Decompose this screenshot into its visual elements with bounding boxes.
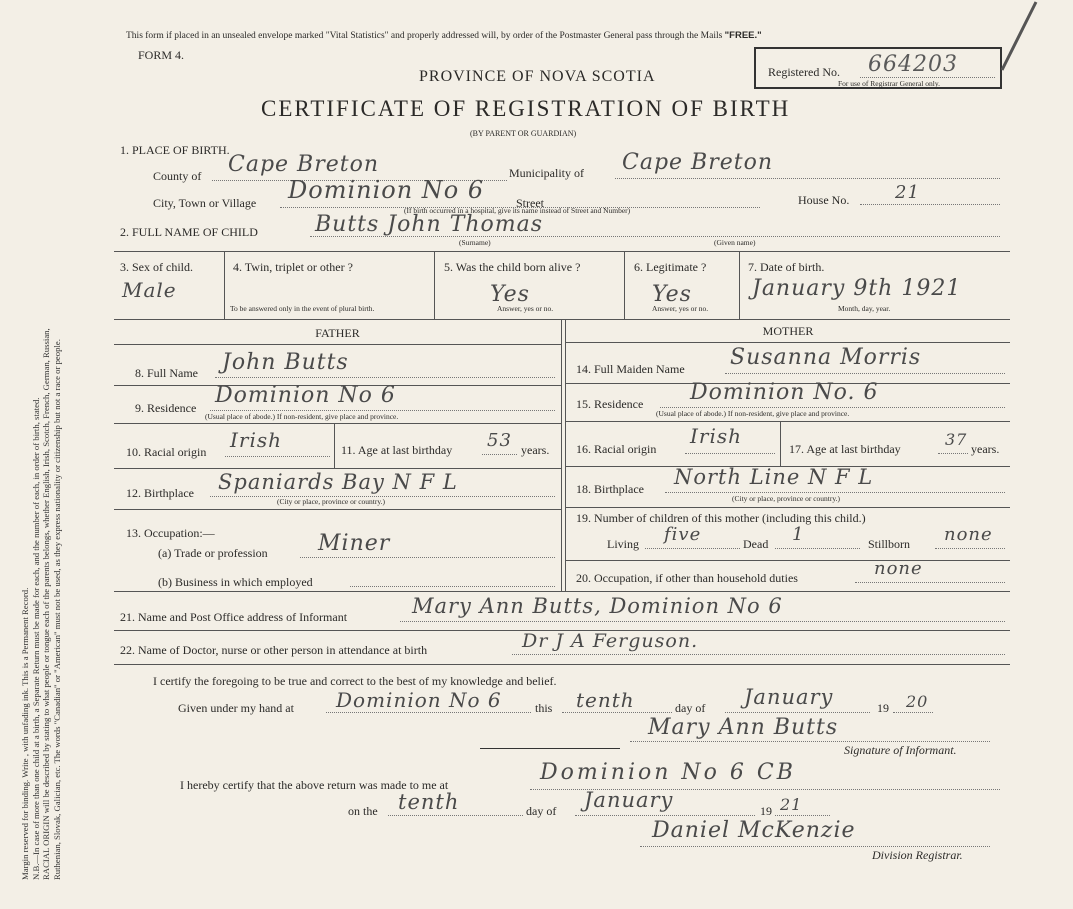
child-name-label: 2. FULL NAME OF CHILD xyxy=(120,225,258,239)
dob-note: Month, day, year. xyxy=(838,304,891,313)
day-of-label: day of xyxy=(675,701,706,715)
registrar-day-dots xyxy=(388,815,523,816)
mother-residence-label: 15. Residence xyxy=(576,397,644,411)
registrar-month: January xyxy=(584,788,674,812)
surname-note: (Surname) xyxy=(459,238,491,247)
given-place-dots xyxy=(326,712,531,713)
given-label: Given under my hand at xyxy=(178,701,294,715)
divider-4 xyxy=(739,252,740,319)
margin-line-1: Margin reserved for binding. Write , with unfading ink. This is a Permanent Record. xyxy=(20,587,30,880)
occupation-label: 13. Occupation:— xyxy=(126,526,215,540)
mother-birthplace-value: North Line N F L xyxy=(674,465,874,489)
mother-racial-dots xyxy=(685,453,775,454)
house-dots xyxy=(860,204,1000,205)
stillborn-dots xyxy=(935,548,1005,549)
registrar-sig-label: Division Registrar. xyxy=(872,848,963,862)
municipality-label: Municipality of xyxy=(509,166,584,180)
doctor-value: Dr J A Ferguson. xyxy=(522,630,699,652)
house-value: 21 xyxy=(895,182,920,203)
house-label: House No. xyxy=(798,193,850,207)
living-value: five xyxy=(664,524,702,545)
registrar-signature: Daniel McKenzie xyxy=(652,818,856,843)
mother-age-dots xyxy=(938,453,968,454)
father-residence-note: (Usual place of abode.) If non-resident, give place and province. xyxy=(205,412,399,421)
row-bottom-line xyxy=(114,319,1010,320)
province-title: PROVINCE OF NOVA SCOTIA xyxy=(419,68,656,85)
mother-occupation-value: none xyxy=(874,558,923,579)
street-label: Street xyxy=(516,196,544,210)
registrar-year-dots xyxy=(775,815,830,816)
doctor-bottom-line xyxy=(114,664,1010,665)
informant-sig-label: Signature of Informant. xyxy=(844,743,957,757)
municipality-dots xyxy=(615,178,1000,179)
business-label: (b) Business in which employed xyxy=(158,575,313,589)
mother-age-unit: years. xyxy=(971,442,1000,456)
father-name-value: John Butts xyxy=(222,350,349,375)
legitimate-value: Yes xyxy=(652,282,692,307)
stillborn-label: Stillborn xyxy=(868,537,911,551)
mother-residence-dots xyxy=(660,407,1005,408)
father-residence-dots xyxy=(210,410,555,411)
doctor-dots xyxy=(512,654,1005,655)
mother-racial-value: Irish xyxy=(690,424,743,448)
dob-label: 7. Date of birth. xyxy=(748,260,825,274)
business-dots xyxy=(350,586,555,587)
city-label: City, Town or Village xyxy=(153,196,257,210)
legitimate-label: 6. Legitimate ? xyxy=(634,260,707,274)
mother-row-line-4 xyxy=(566,507,1010,508)
father-age-unit: years. xyxy=(521,443,550,457)
informant-value: Mary Ann Butts, Dominion No 6 xyxy=(412,594,783,618)
trade-dots xyxy=(300,557,555,558)
mother-age-divider xyxy=(780,422,781,466)
mother-birthplace-note: (City or place, province or country.) xyxy=(732,494,841,503)
registered-number: 664203 xyxy=(868,52,958,77)
twin-label: 4. Twin, triplet or other ? xyxy=(233,260,353,274)
mother-heading: MOTHER xyxy=(762,324,814,338)
father-racial-value: Irish xyxy=(230,428,283,452)
given-year-prefix: 19 xyxy=(877,701,889,715)
father-name-label: 8. Full Name xyxy=(135,366,198,380)
registrar-text: I hereby certify that the above return was made to me at xyxy=(180,778,449,792)
street-note: (If birth occurred in a hospital, give its name instead of Street and Number) xyxy=(404,206,631,215)
given-name-note: (Given name) xyxy=(714,238,756,247)
father-age-divider xyxy=(334,424,335,468)
municipality-value: Cape Breton xyxy=(622,150,774,175)
doctor-label: 22. Name of Doctor, nurse or other person in attendance at birth xyxy=(120,643,428,657)
registrar-general-note: For use of Registrar General only. xyxy=(838,79,940,88)
column-divider-right xyxy=(565,319,566,591)
father-age-value: 53 xyxy=(487,430,512,451)
registrar-day: tenth xyxy=(398,790,460,814)
mother-row-line-5 xyxy=(566,560,1010,561)
certificate-title: CERTIFICATE OF REGISTRATION OF BIRTH xyxy=(261,96,791,121)
informant-signature: Mary Ann Butts xyxy=(648,715,839,740)
father-row-line-3 xyxy=(114,468,561,469)
trade-value: Miner xyxy=(318,531,391,556)
given-year: 20 xyxy=(906,692,929,711)
certify-text: I certify the foregoing to be true and correct to the best of my knowledge and belief. xyxy=(153,674,557,688)
trade-label: (a) Trade or profession xyxy=(158,546,268,560)
mother-name-dots xyxy=(725,373,1005,374)
father-name-dots xyxy=(215,377,555,378)
stillborn-value: none xyxy=(944,524,993,545)
father-age-label: 11. Age at last birthday xyxy=(341,443,453,457)
father-residence-value: Dominion No 6 xyxy=(215,383,396,408)
mother-row-line-2 xyxy=(566,421,1010,422)
city-value: Dominion No 6 xyxy=(288,176,485,204)
father-heading-line xyxy=(114,344,561,345)
dead-value: 1 xyxy=(792,524,805,545)
father-residence-label: 9. Residence xyxy=(135,401,197,415)
divider-2 xyxy=(434,252,435,319)
given-day: tenth xyxy=(576,688,635,712)
margin-line-2: N.B.—In case of more than one child at a birth, a Separate Return must be made for each, and the number of each, in order of birth, stated. xyxy=(30,397,41,880)
registrar-place: Dominion No 6 CB xyxy=(540,760,796,785)
registrar-year-prefix: 19 xyxy=(760,804,772,818)
place-of-birth-label: 1. PLACE OF BIRTH. xyxy=(120,143,230,157)
mother-racial-label: 16. Racial origin xyxy=(576,442,657,456)
mother-residence-note: (Usual place of abode.) If non-resident, give place and province. xyxy=(656,409,850,418)
informant-label: 21. Name and Post Office address of Informant xyxy=(120,610,348,624)
mother-residence-value: Dominion No. 6 xyxy=(690,380,879,405)
row-top-line xyxy=(114,251,1010,252)
divider-1 xyxy=(224,252,225,319)
twin-note: To be answered only in the event of plural birth. xyxy=(230,304,375,313)
father-row-line-4 xyxy=(114,509,561,510)
informant-sig-dots xyxy=(630,741,990,742)
given-day-dots xyxy=(562,712,672,713)
mail-free: "FREE." xyxy=(724,30,762,41)
mail-notice-text: This form if placed in an unsealed envelope marked "Vital Statistics" and properly addressed will, by order of the Postmaster General pass through the Mails xyxy=(126,31,723,41)
certificate-subtitle: (BY PARENT OR GUARDIAN) xyxy=(470,129,577,138)
legitimate-note: Answer, yes or no. xyxy=(652,304,709,313)
separator-line xyxy=(480,748,620,749)
alive-note: Answer, yes or no. xyxy=(497,304,554,313)
father-racial-dots xyxy=(225,456,330,457)
pen-mark-decoration xyxy=(998,0,1043,75)
mother-occupation-label: 20. Occupation, if other than household duties xyxy=(576,571,798,585)
margin-notes xyxy=(20,20,62,880)
registrar-day-of-label: day of xyxy=(526,804,557,818)
dead-dots xyxy=(775,548,860,549)
registered-dots xyxy=(860,77,995,78)
margin-line-3: RACIAL ORIGIN will be described by stating to what people or tongue each of the parents belongs, whether English, Irish, Scotch, French, German, Russian, xyxy=(41,328,51,880)
father-birthplace-value: Spaniards Bay N F L xyxy=(218,470,458,494)
child-name-dots xyxy=(310,236,1000,237)
mother-name-label: 14. Full Maiden Name xyxy=(576,362,685,376)
registered-label: Registered No. xyxy=(768,65,840,79)
informant-top-line xyxy=(114,591,1010,592)
registrar-year: 21 xyxy=(780,795,803,814)
given-year-dots xyxy=(893,712,933,713)
mother-birthplace-dots xyxy=(665,492,1005,493)
father-age-dots xyxy=(482,454,517,455)
children-label: 19. Number of children of this mother (including this child.) xyxy=(576,511,866,525)
mother-occupation-dots xyxy=(855,582,1005,583)
registrar-month-dots xyxy=(575,815,755,816)
sex-label: 3. Sex of child. xyxy=(120,260,193,274)
mother-heading-line xyxy=(566,342,1010,343)
this-label: this xyxy=(535,701,553,715)
informant-dots xyxy=(400,621,1005,622)
form-number: FORM 4. xyxy=(138,48,185,62)
divider-3 xyxy=(624,252,625,319)
dob-value: January 9th 1921 xyxy=(752,276,962,301)
mother-name-value: Susanna Morris xyxy=(730,345,922,370)
given-place: Dominion No 6 xyxy=(336,688,502,712)
mother-birthplace-label: 18. Birthplace xyxy=(576,482,644,496)
mail-notice xyxy=(126,30,762,41)
registrar-sig-dots xyxy=(640,846,990,847)
on-the-label: on the xyxy=(348,804,378,818)
father-racial-label: 10. Racial origin xyxy=(126,445,207,459)
dead-label: Dead xyxy=(743,537,769,551)
father-birthplace-note: (City or place, province or country.) xyxy=(277,497,386,506)
living-label: Living xyxy=(607,537,639,551)
father-row-line-2 xyxy=(114,423,561,424)
alive-label: 5. Was the child born alive ? xyxy=(444,260,581,274)
county-value: Cape Breton xyxy=(228,152,380,177)
father-birthplace-label: 12. Birthplace xyxy=(126,486,194,500)
child-name-value: Butts John Thomas xyxy=(315,212,544,237)
mother-age-label: 17. Age at last birthday xyxy=(789,442,901,456)
given-month-dots xyxy=(725,712,870,713)
father-heading: FATHER xyxy=(315,326,360,340)
county-label: County of xyxy=(153,169,202,183)
margin-line-4: Ruthenian, Slovak, Galician, etc. The words "Canadian" or "American" must not be used, as they express nationality or citizenship but not a race or people. xyxy=(51,339,62,880)
mother-age-value: 37 xyxy=(945,430,968,449)
sex-value: Male xyxy=(122,278,177,302)
column-divider-left xyxy=(561,319,562,591)
alive-value: Yes xyxy=(490,282,530,307)
given-month: January xyxy=(744,685,834,709)
living-dots xyxy=(645,548,740,549)
